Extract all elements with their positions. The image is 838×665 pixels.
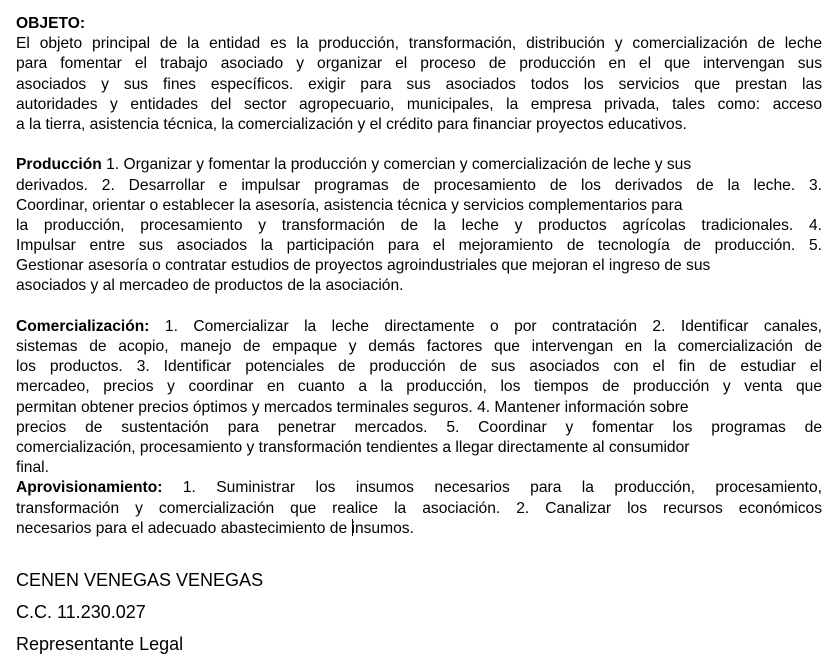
objeto-line-5: a la tierra, asistencia técnica, la comercialización y el crédito para financiar proyectos educativos. (16, 115, 687, 133)
comercializacion-line-7: comercialización, procesamiento y transformación tendientes a llegar directamente al consumidor (16, 438, 690, 456)
paragraph-spacer (16, 135, 822, 155)
produccion-line-3: Coordinar, orientar o establecer la asesoría, asistencia técnica y servicios complementarios para (16, 196, 683, 214)
comercializacion-line-3: los productos. 3. Identificar potenciales de producción de sus asociados con el fin de estudiar el (16, 358, 822, 376)
produccion-line-1 (16, 155, 822, 175)
signatory-name: CENEN VENEGAS VENEGAS (16, 569, 264, 590)
produccion-line-1-text: 1. Organizar y fomentar la producción y comercian y comercialización de leche y sus (101, 156, 692, 174)
signatory-role: Representante Legal (16, 633, 184, 654)
aprovisionamiento-line-3 (16, 519, 822, 539)
produccion-heading: Producción (16, 156, 102, 174)
paragraph-spacer (16, 297, 822, 317)
comercializacion-line-8: final. (16, 459, 49, 477)
aprovisionamiento-line-3-start: necesarios para el adecuado abastecimiento de (16, 519, 352, 537)
comercializacion-line-6: precios de sustentación para penetrar mercados. 5. Coordinar y fomentar los programas de (16, 418, 822, 436)
produccion-line-6: Gestionar asesoría o contratar estudios de proyectos agroindustriales que mejoran el ingreso de sus (16, 257, 711, 275)
comercializacion-heading: Comercialización: (16, 317, 150, 335)
aprovisionamiento-heading: Aprovisionamiento: (16, 479, 163, 497)
objeto-line-1: El objeto principal de la entidad es la producción, transformación, distribución y comercialización de leche (16, 35, 822, 53)
comercializacion-line-4: mercadeo, precios y coordinar en cuanto a la producción, los tiempos de producción y venta que (16, 378, 822, 396)
produccion-line-2: derivados. 2. Desarrollar e impulsar programas de procesamiento de los derivados de la leche. 3. (16, 176, 822, 194)
produccion-line-4: la producción, procesamiento y transformación de la leche y productos agrícolas tradicionales. 4. (16, 216, 822, 234)
comercializacion-line-1-text: 1. Comercializar la leche directamente o por contratación 2. Identificar canales, (149, 317, 822, 335)
aprovisionamiento-line-1-text: 1. Suministrar los insumos necesarios para la producción, procesamiento, (162, 479, 822, 497)
signatory-id-number: C.C. 11.230.027 (16, 601, 146, 622)
objeto-line-3: asociados y sus fines específicos. exigir para sus asociados todos los servicios que prestan las (16, 75, 822, 93)
produccion-line-5: Impulsar entre sus asociados la participación para el mejoramiento de tecnología de producción. 5. (16, 237, 822, 255)
aprovisionamiento-line-2: transformación y comercialización que realice la asociación. 2. Canalizar los recursos económicos (16, 499, 822, 517)
aprovisionamiento-line-1 (16, 478, 822, 498)
objeto-line-4: autoridades y entidades del sector agropecuario, municipales, la empresa privada, tales como: acceso (16, 95, 822, 113)
comercializacion-line-2: sistemas de acopio, manejo de empaque y demás factores que intervengan en la comercialización de (16, 338, 822, 355)
objeto-line-2: para fomentar el trabajo asociado y organizar el proceso de producción en el que intervengan sus (16, 55, 822, 73)
comercializacion-line-5: permitan obtener precios óptimos y mercados terminales seguros. 4. Mantener información sobre (16, 398, 689, 416)
produccion-line-7: asociados y al mercadeo de productos de la asociación. (16, 277, 404, 295)
comercializacion-line-1 (16, 317, 822, 337)
objeto-heading: OBJETO: (16, 15, 86, 32)
aprovisionamiento-line-3-end: insumos. (351, 519, 414, 537)
